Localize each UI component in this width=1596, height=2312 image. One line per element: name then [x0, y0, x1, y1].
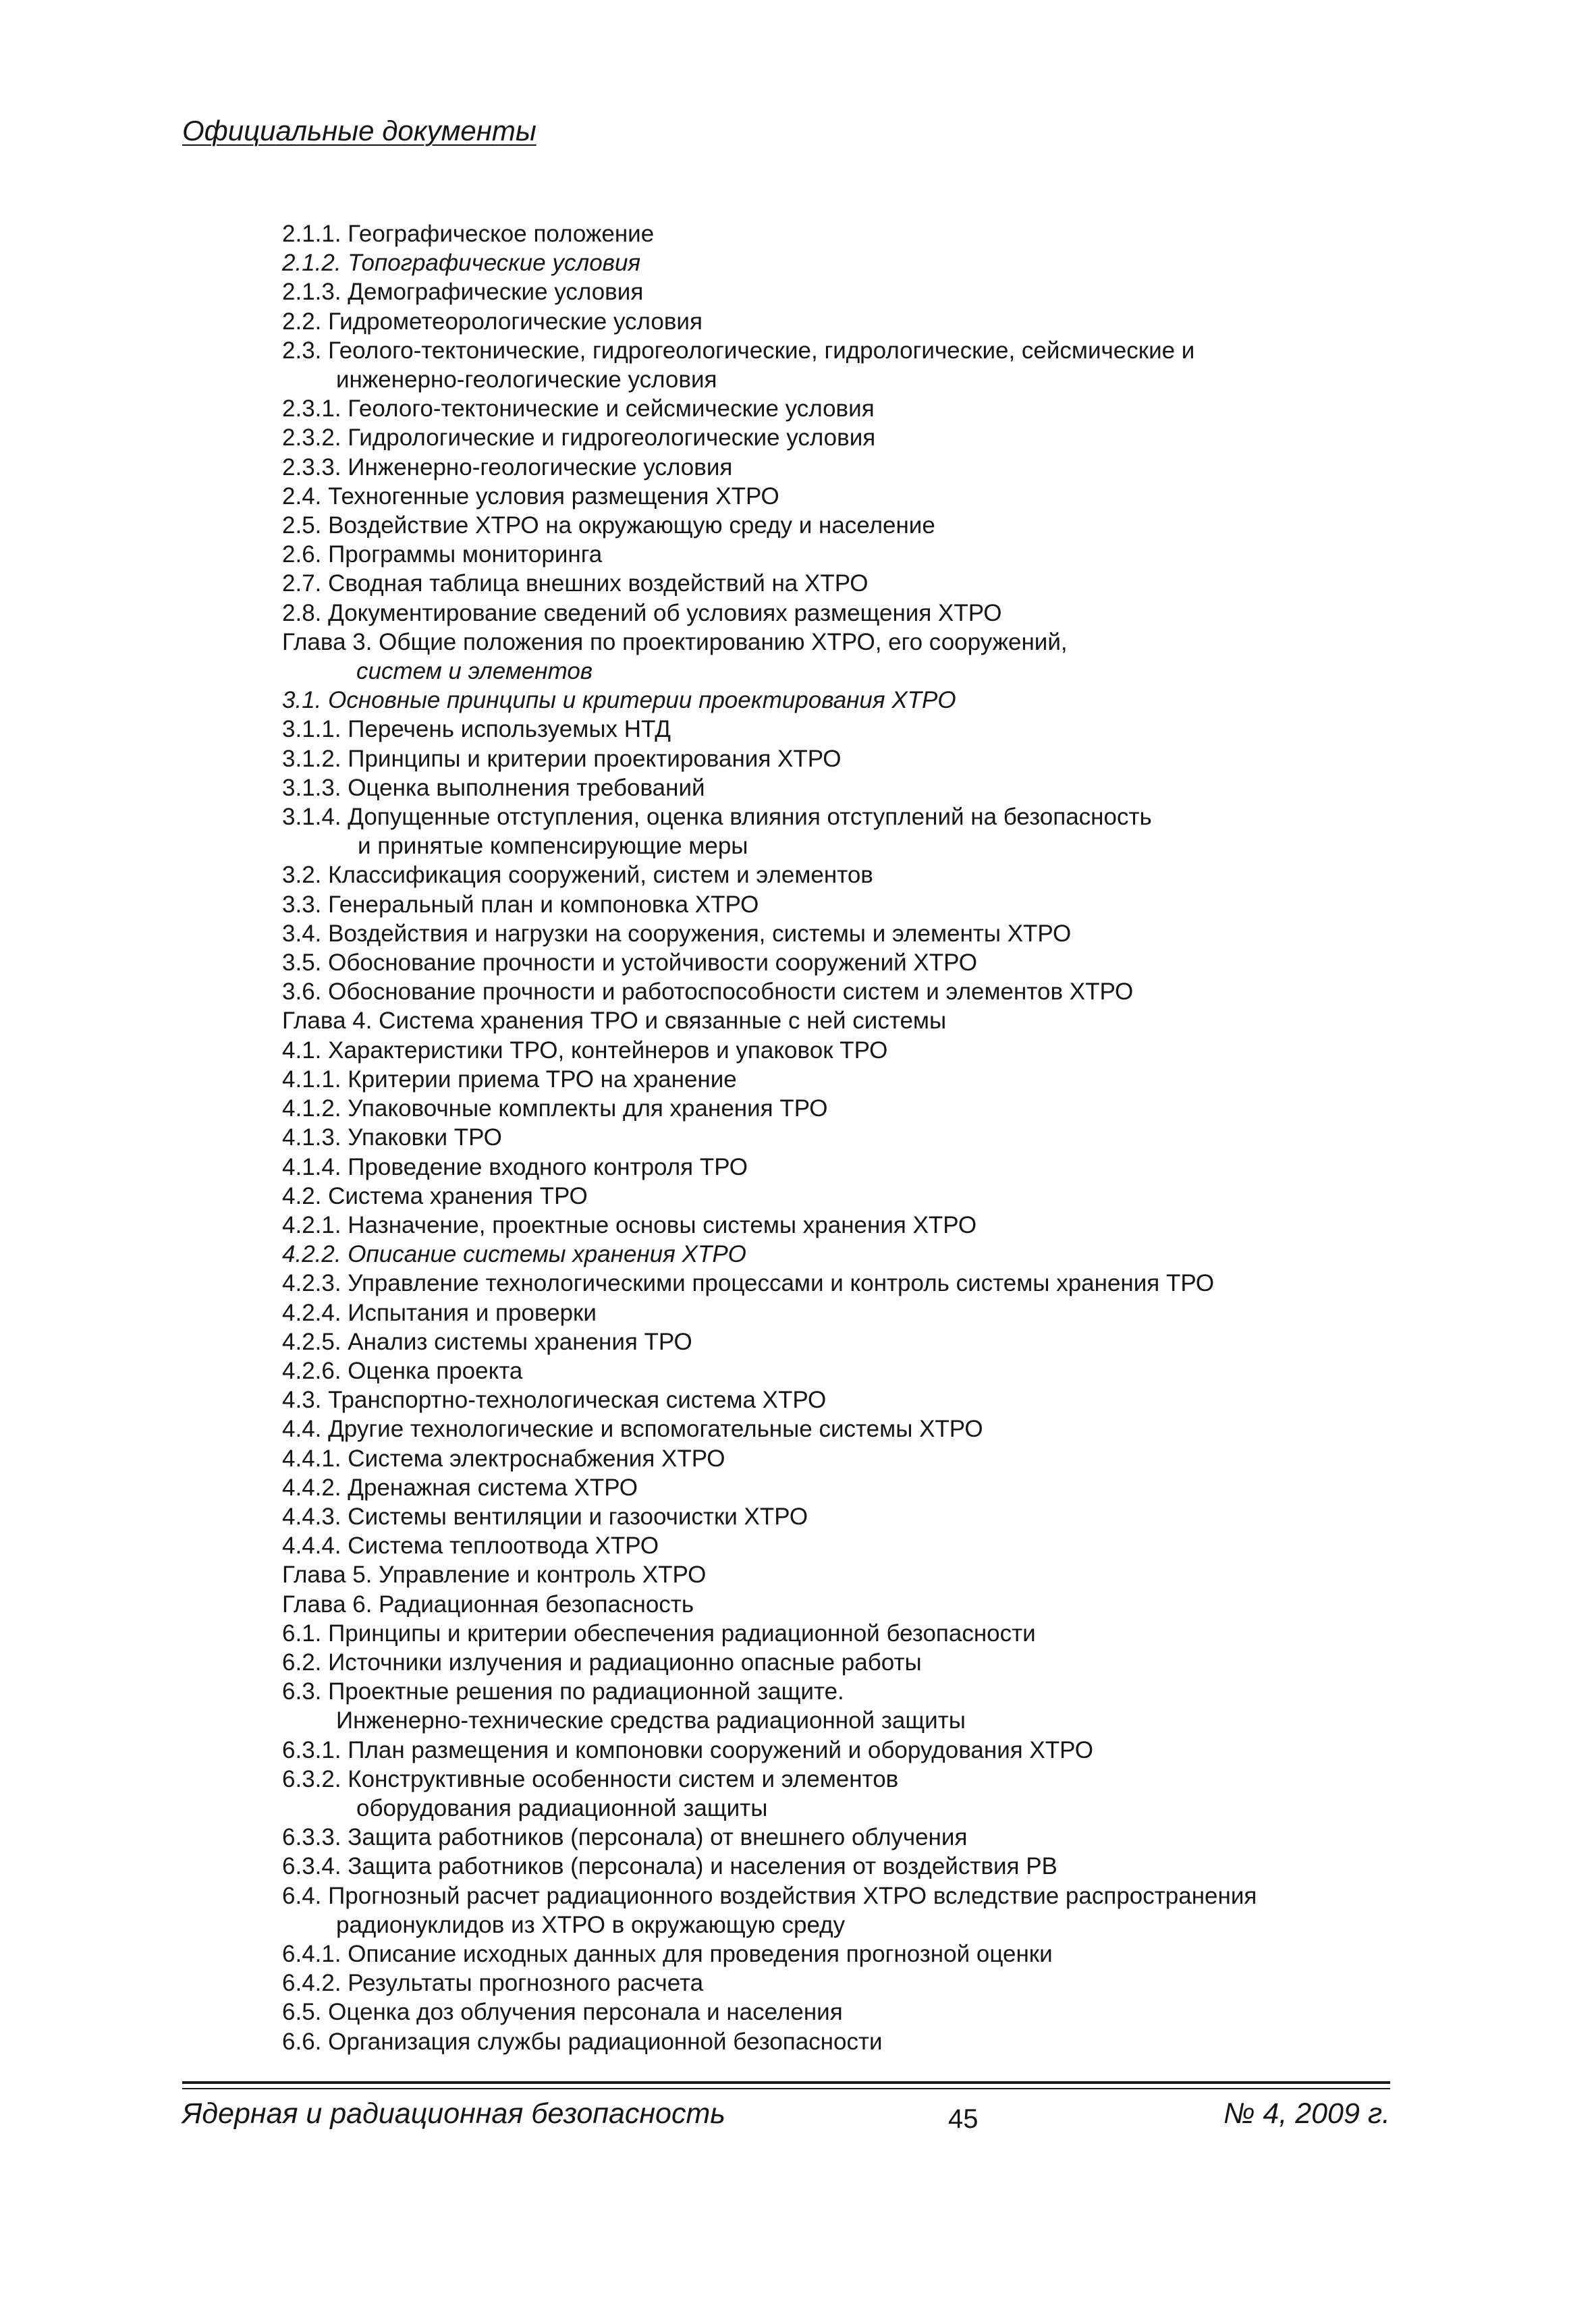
- toc-entry-text: 4.2.1. Назначение, проектные основы системы хранения ХТРО: [282, 1211, 977, 1238]
- toc-entry: [282, 1648, 1402, 1677]
- toc-entry: [282, 773, 1402, 802]
- section-header: Официальные документы: [182, 115, 536, 146]
- toc-entry: [282, 1182, 1402, 1211]
- toc-entry-text: 6.1. Принципы и критерии обеспечения радиационной безопасности: [282, 1620, 1036, 1647]
- toc-entry-text: 2.2. Гидрометеорологические условия: [282, 308, 703, 335]
- toc-entry-text: 2.3.2. Гидрологические и гидрогеологические условия: [282, 424, 876, 451]
- toc-entry-text: 4.4.2. Дренажная система ХТРО: [282, 1474, 638, 1501]
- issue-info: № 4, 2009 г.: [1223, 2097, 1390, 2130]
- toc-entry: [282, 1969, 1402, 1998]
- toc-entry-text: 2.1.1. Географическое положение: [282, 221, 655, 247]
- toc-entry-text: 4.2.3. Управление технологическими процессами и контроль системы хранения ТРО: [282, 1270, 1215, 1297]
- toc-entry-continuation: радионуклидов из ХТРО в окружающую среду: [336, 1911, 846, 1938]
- toc-entry: [282, 1677, 1402, 1735]
- toc-entry-text: 6.6. Организация службы радиационной безопасности: [282, 2028, 883, 2055]
- page-number: 45: [948, 2104, 979, 2134]
- journal-name: Ядерная и радиационная безопасность: [182, 2097, 725, 2130]
- toc-entry: [282, 1036, 1402, 1065]
- toc-entry: [282, 1298, 1402, 1327]
- toc-entry: [282, 219, 1402, 248]
- toc-entry-continuation: систем и элементов: [356, 658, 593, 685]
- toc-entry-text: 2.8. Документирование сведений об условиях размещения ХТРО: [282, 599, 1002, 626]
- toc-entry: [282, 453, 1402, 482]
- toc-entry: [282, 1123, 1402, 1152]
- toc-entry: [282, 1502, 1402, 1531]
- toc-entry: [282, 394, 1402, 423]
- toc-entry-continuation: Инженерно-технические средства радиационной защиты: [336, 1707, 966, 1734]
- toc-entry-text: 4.1.2. Упаковочные комплекты для хранения ТРО: [282, 1095, 828, 1122]
- toc-entry-text: 2.1.2. Топографические условия: [282, 250, 641, 277]
- toc-entry-text: 3.1. Основные принципы и критерии проектирования ХТРО: [282, 687, 956, 714]
- toc-entry: [282, 307, 1402, 336]
- toc-entry-text: 3.2. Классификация сооружений, систем и элементов: [282, 862, 873, 889]
- toc-entry-text: 4.2.6. Оценка проекта: [282, 1357, 523, 1384]
- toc-entry-text: 6.4.1. Описание исходных данных для проведения прогнозной оценки: [282, 1940, 1053, 1967]
- toc-entry-text: Глава 5. Управление и контроль ХТРО: [282, 1562, 707, 1589]
- toc-entry: [282, 1006, 1402, 1035]
- toc-entry: [282, 1065, 1402, 1094]
- toc-entry: [282, 1327, 1402, 1356]
- toc-entry-text: 6.4. Прогнозный расчет радиационного воздействия ХТРО вследствие распространения: [282, 1882, 1257, 1909]
- toc-entry-text: Глава 6. Радиационная безопасность: [282, 1591, 694, 1618]
- toc-entry-text: 4.3. Транспортно-технологическая система ХТРО: [282, 1387, 827, 1414]
- toc-entry: [282, 1211, 1402, 1240]
- toc-entry-text: 6.3.1. План размещения и компоновки сооружений и оборудования ХТРО: [282, 1736, 1093, 1763]
- toc-entry: [282, 1356, 1402, 1385]
- toc-entry-text: 3.1.2. Принципы и критерии проектирования ХТРО: [282, 745, 842, 772]
- toc-entry-continuation: инженерно-геологические условия: [336, 366, 717, 393]
- toc-entry-text: 2.5. Воздействие ХТРО на окружающую среду и население: [282, 512, 935, 539]
- toc-entry-text: Глава 3. Общие положения по проектированию ХТРО, его сооружений,: [282, 628, 1068, 655]
- toc-entry: [282, 2027, 1402, 2056]
- toc-entry: [282, 1473, 1402, 1502]
- toc-entry: [282, 1560, 1402, 1589]
- toc-entry-text: 2.7. Сводная таблица внешних воздействий на ХТРО: [282, 570, 869, 597]
- toc-entry: [282, 919, 1402, 948]
- toc-entry-text: 2.3.1. Геолого-тектонические и сейсмические условия: [282, 395, 875, 422]
- toc-entry: [282, 277, 1402, 306]
- toc-entry: [282, 1590, 1402, 1619]
- toc-entry: [282, 248, 1402, 277]
- toc-entry-text: 3.3. Генеральный план и компоновка ХТРО: [282, 891, 759, 918]
- toc-entry: [282, 511, 1402, 540]
- toc-entry-text: 4.4.4. Система теплоотвода ХТРО: [282, 1533, 659, 1560]
- toc-entry: [282, 890, 1402, 919]
- toc-entry: [282, 1736, 1402, 1765]
- toc-entry-text: 3.4. Воздействия и нагрузки на сооружения, системы и элементы ХТРО: [282, 920, 1072, 947]
- toc-entry: [282, 569, 1402, 598]
- toc-entry-text: 4.2.4. Испытания и проверки: [282, 1299, 597, 1326]
- toc-entry: [282, 336, 1402, 394]
- toc-entry: [282, 1852, 1402, 1881]
- toc-entry-text: 6.4.2. Результаты прогнозного расчета: [282, 1970, 704, 1997]
- table-of-contents: [282, 219, 1402, 2056]
- toc-entry-text: 3.1.4. Допущенные отступления, оценка влияния отступлений на безопасность: [282, 804, 1152, 831]
- page-footer: [182, 2097, 1390, 2138]
- toc-entry-text: 4.1. Характеристики ТРО, контейнеров и упаковок ТРО: [282, 1037, 888, 1064]
- toc-entry-text: 6.3.2. Конструктивные особенности систем и элементов: [282, 1765, 899, 1792]
- toc-entry-text: 6.2. Источники излучения и радиационно опасные работы: [282, 1649, 922, 1676]
- toc-entry-text: 2.3. Геолого-тектонические, гидрогеологические, гидрологические, сейсмические и: [282, 337, 1195, 364]
- toc-entry: [282, 1385, 1402, 1414]
- toc-entry: [282, 1094, 1402, 1123]
- toc-entry: [282, 1531, 1402, 1560]
- toc-entry-text: 6.3. Проектные решения по радиационной защите.: [282, 1678, 844, 1705]
- toc-entry: [282, 977, 1402, 1006]
- toc-entry: [282, 1939, 1402, 1969]
- footer-divider-thick: [182, 2081, 1390, 2084]
- toc-entry: [282, 1823, 1402, 1852]
- toc-entry-text: 6.5. Оценка доз облучения персонала и населения: [282, 1999, 843, 2026]
- toc-entry: [282, 860, 1402, 889]
- toc-entry-text: 2.6. Программы мониторинга: [282, 541, 603, 568]
- toc-entry: [282, 948, 1402, 977]
- toc-entry-text: Глава 4. Система хранения ТРО и связанные с ней системы: [282, 1008, 947, 1035]
- toc-entry: [282, 686, 1402, 715]
- toc-entry: [282, 1881, 1402, 1939]
- toc-entry: [282, 1619, 1402, 1648]
- toc-entry-text: 3.1.3. Оценка выполнения требований: [282, 774, 705, 801]
- toc-entry: [282, 423, 1402, 452]
- toc-entry: [282, 715, 1402, 744]
- toc-entry-text: 4.2. Система хранения ТРО: [282, 1182, 588, 1209]
- toc-entry-text: 6.3.3. Защита работников (персонала) от внешнего облучения: [282, 1824, 968, 1851]
- toc-entry: [282, 744, 1402, 773]
- toc-entry: [282, 1240, 1402, 1269]
- toc-entry-text: 4.1.1. Критерии приема ТРО на хранение: [282, 1066, 737, 1093]
- toc-entry: [282, 1998, 1402, 2027]
- toc-entry: [282, 599, 1402, 628]
- toc-entry-text: 4.1.4. Проведение входного контроля ТРО: [282, 1153, 748, 1180]
- toc-entry-text: 4.1.3. Упаковки ТРО: [282, 1124, 502, 1151]
- toc-entry: [282, 802, 1402, 860]
- toc-entry: [282, 628, 1402, 686]
- toc-entry-text: 4.4. Другие технологические и вспомогательные системы ХТРО: [282, 1416, 983, 1443]
- toc-entry-text: 3.1.1. Перечень используемых НТД: [282, 716, 671, 743]
- footer-divider-thin: [182, 2088, 1390, 2089]
- toc-entry: [282, 1269, 1402, 1298]
- toc-entry: [282, 1765, 1402, 1823]
- toc-entry: [282, 1444, 1402, 1473]
- toc-entry-text: 4.2.2. Описание системы хранения ХТРО: [282, 1241, 746, 1268]
- toc-entry-continuation: оборудования радиационной защиты: [356, 1794, 768, 1821]
- toc-entry-text: 4.4.1. Система электроснабжения ХТРО: [282, 1445, 725, 1472]
- toc-entry-text: 6.3.4. Защита работников (персонала) и населения от воздействия РВ: [282, 1853, 1057, 1880]
- toc-entry-text: 3.5. Обоснование прочности и устойчивости сооружений ХТРО: [282, 949, 977, 976]
- toc-entry-text: 3.6. Обоснование прочности и работоспособности систем и элементов ХТРО: [282, 979, 1134, 1006]
- toc-entry-text: 2.4. Техногенные условия размещения ХТРО: [282, 483, 779, 510]
- toc-entry: [282, 540, 1402, 569]
- toc-entry-text: 2.3.3. Инженерно-геологические условия: [282, 453, 733, 480]
- toc-entry-text: 2.1.3. Демографические условия: [282, 279, 644, 306]
- toc-entry: [282, 482, 1402, 511]
- toc-entry: [282, 1414, 1402, 1443]
- toc-entry-text: 4.4.3. Системы вентиляции и газоочистки ХТРО: [282, 1503, 808, 1530]
- toc-entry-continuation: и принятые компенсирующие меры: [358, 833, 748, 860]
- toc-entry-text: 4.2.5. Анализ системы хранения ТРО: [282, 1328, 692, 1355]
- toc-entry: [282, 1153, 1402, 1182]
